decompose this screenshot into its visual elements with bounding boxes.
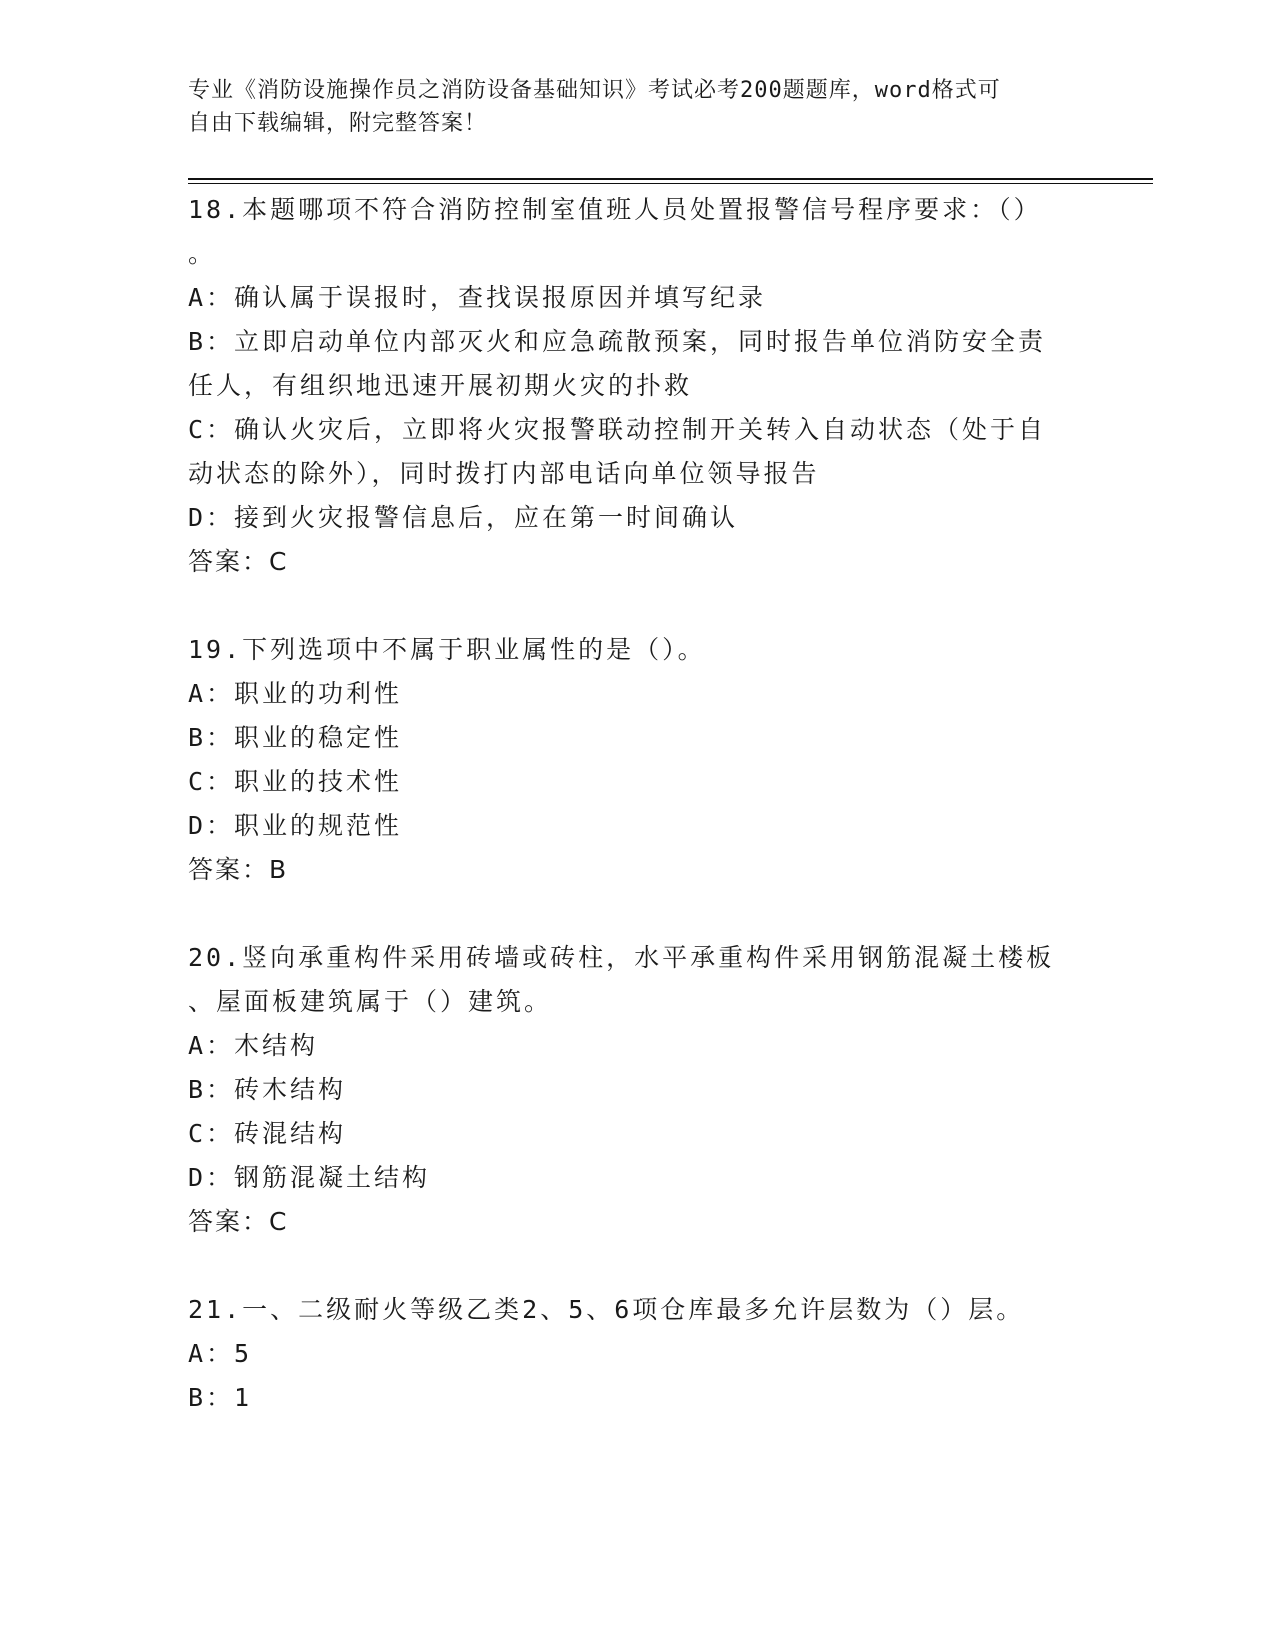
- question-18-option-b: B：立即启动单位内部灭火和应急疏散预案，同时报告单位消防安全责: [188, 327, 1047, 356]
- question-19-option-b: B：职业的稳定性: [188, 723, 403, 752]
- question-20-option-a: A：木结构: [188, 1031, 319, 1060]
- question-19-option-c: C：职业的技术性: [188, 767, 403, 796]
- question-20-answer: 答案：C: [188, 1207, 289, 1236]
- question-21-option-b: B：1: [188, 1383, 253, 1412]
- question-20-option-d: D：钢筋混凝土结构: [188, 1163, 431, 1192]
- question-21-stem: 21.一、二级耐火等级乙类2、5、6项仓库最多允许层数为（）层。: [188, 1295, 1025, 1324]
- question-18-option-d: D：接到火灾报警信息后，应在第一时间确认: [188, 503, 739, 532]
- question-20-option-b: B：砖木结构: [188, 1075, 347, 1104]
- question-18-stem-cont: 。: [188, 239, 217, 268]
- question-21-option-a: A：5: [188, 1339, 253, 1368]
- question-18-option-c: C：确认火灾后，立即将火灾报警联动控制开关转入自动状态（处于自: [188, 415, 1047, 444]
- header-divider-thin: [188, 183, 1153, 184]
- question-19-option-d: D：职业的规范性: [188, 811, 403, 840]
- document-header: [188, 74, 1088, 140]
- question-19-answer: 答案：B: [188, 855, 289, 884]
- question-20-stem-cont: 、屋面板建筑属于（）建筑。: [188, 987, 553, 1016]
- question-18-stem: 18.本题哪项不符合消防控制室值班人员处置报警信号程序要求：（）: [188, 195, 1042, 224]
- question-19-option-a: A：职业的功利性: [188, 679, 403, 708]
- question-20-option-c: C：砖混结构: [188, 1119, 347, 1148]
- question-18-answer: 答案：C: [188, 547, 289, 576]
- header-line-1: 专业《消防设施操作员之消防设备基础知识》考试必考200题题库，word格式可: [188, 78, 1001, 103]
- question-18-option-b-cont: 任人，有组织地迅速开展初期火灾的扑救: [188, 371, 693, 400]
- question-20-stem: 20.竖向承重构件采用砖墙或砖柱，水平承重构件采用钢筋混凝土楼板: [188, 943, 1055, 972]
- header-line-2: 自由下载编辑，附完整答案！: [188, 111, 488, 136]
- question-18-option-c-cont: 动状态的除外），同时拨打内部电话向单位领导报告: [188, 459, 820, 488]
- question-18-option-a: A：确认属于误报时，查找误报原因并填写纪录: [188, 283, 767, 312]
- question-19-stem: 19.下列选项中不属于职业属性的是（）。: [188, 635, 706, 664]
- header-divider-thick: [188, 178, 1153, 180]
